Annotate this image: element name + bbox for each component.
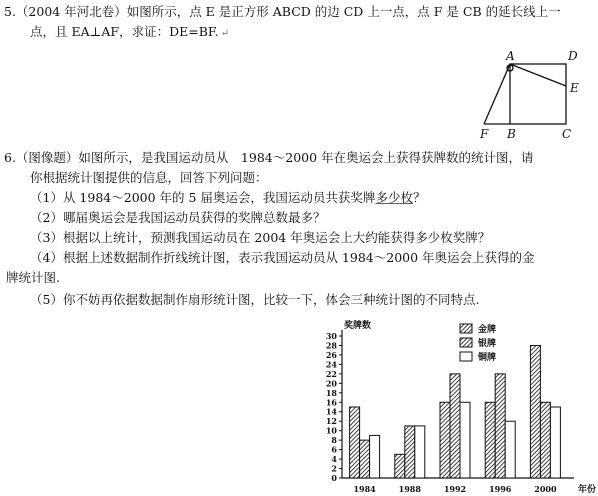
bar-1988-银牌 — [405, 426, 415, 478]
label-d: D — [568, 49, 578, 63]
square-abcd — [510, 64, 566, 124]
legend-label-金牌: 金牌 — [478, 325, 497, 335]
question-3: （3）根据以上统计，预测我国运动员在 2004 年奥运会上大约能获得多少枚奖牌？ — [30, 230, 491, 245]
bar-1988-金牌 — [395, 454, 405, 478]
question-5: （5）你不妨再依据数据制作扇形统计图，比较一下，体会三种统计图的不同特点. — [30, 292, 480, 307]
y-tick-label: 0 — [331, 473, 337, 483]
label-f: F — [480, 127, 489, 141]
y-tick-label: 16 — [325, 397, 337, 408]
problem5-line2: 点，且 EA⊥AF，求证：DE=BF. ↵ — [30, 24, 229, 39]
segment-ae — [510, 64, 566, 86]
bar-1992-金牌 — [440, 402, 450, 478]
x-tick-label: 1996 — [489, 484, 512, 494]
question-4-line2: 牌统计图. — [6, 270, 60, 285]
bar-1992-铜牌 — [460, 402, 470, 478]
bar-1988-铜牌 — [415, 426, 425, 478]
bar-1996-银牌 — [495, 374, 505, 478]
y-tick-label: 8 — [331, 435, 337, 446]
question-2: （2）哪届奥运会是我国运动员获得的奖牌总数最多？ — [30, 210, 326, 225]
problem6-line1: 6.（图像题）如图所示，是我国运动员从 1984～2000 年在奥运会上获得获牌数的统计图，请 — [4, 150, 534, 165]
bar-1984-金牌 — [350, 407, 360, 478]
bar-1996-金牌 — [485, 402, 495, 478]
y-tick-label: 26 — [325, 349, 337, 360]
bar-1996-铜牌 — [505, 421, 515, 478]
bar-2000-铜牌 — [550, 407, 560, 478]
x-tick-label: 1984 — [353, 484, 376, 494]
medal-bar-chart — [300, 318, 597, 495]
legend-swatch-金牌 — [460, 324, 472, 333]
segment-af — [484, 64, 510, 124]
y-tick-label: 30 — [325, 331, 337, 341]
y-tick-label: 18 — [325, 387, 337, 398]
x-tick-label: 2000 — [534, 484, 557, 494]
y-tick-label: 2 — [331, 463, 337, 474]
y-tick-label: 14 — [325, 406, 337, 417]
legend-swatch-铜牌 — [460, 352, 472, 361]
question-4-line1: （4）根据上述数据制作折线统计图，表示我国运动员从 1984～2000 年奥运会上获得的金 — [30, 250, 535, 265]
problem5-line1: 5.（2004 年河北卷）如图所示，点 E 是正方形 ABCD 的边 CD 上一点，点 F 是 CB 的延长线上一 — [4, 4, 561, 19]
y-tick-label: 24 — [325, 359, 337, 370]
return-mark-icon: ↵ — [220, 28, 229, 39]
legend-label-铜牌: 铜牌 — [478, 353, 497, 363]
x-tick-label: 1992 — [443, 484, 467, 494]
y-tick-label: 20 — [325, 378, 337, 389]
label-b: B — [507, 127, 516, 141]
y-tick-label: 10 — [325, 425, 337, 436]
problem6-line2: 你根据统计图提供的信息，回答下列问题： — [30, 170, 268, 185]
question-1: （1）从 1984～2000 年的 5 届奥运会，我国运动员共获奖牌多少枚？ — [30, 190, 426, 205]
square-figure — [470, 48, 590, 144]
bar-2000-银牌 — [540, 402, 550, 478]
x-tick-label: 1988 — [398, 484, 421, 494]
y-tick-label: 12 — [325, 416, 337, 427]
legend-swatch-银牌 — [460, 338, 472, 347]
bar-2000-金牌 — [530, 345, 540, 478]
bar-1984-银牌 — [360, 440, 370, 478]
label-c: C — [562, 127, 572, 141]
y-tick-label: 28 — [325, 340, 337, 351]
label-a: A — [506, 49, 515, 63]
y-tick-label: 6 — [331, 444, 337, 455]
legend-label-银牌: 银牌 — [478, 339, 497, 349]
y-tick-label: 22 — [325, 368, 337, 379]
bar-1984-铜牌 — [370, 435, 380, 478]
label-e: E — [570, 81, 579, 95]
y-tick-label: 4 — [331, 454, 337, 465]
y-axis-title: 奖牌数 — [344, 321, 372, 331]
bar-1992-银牌 — [450, 374, 460, 478]
x-axis-title: 年份 — [578, 485, 597, 495]
